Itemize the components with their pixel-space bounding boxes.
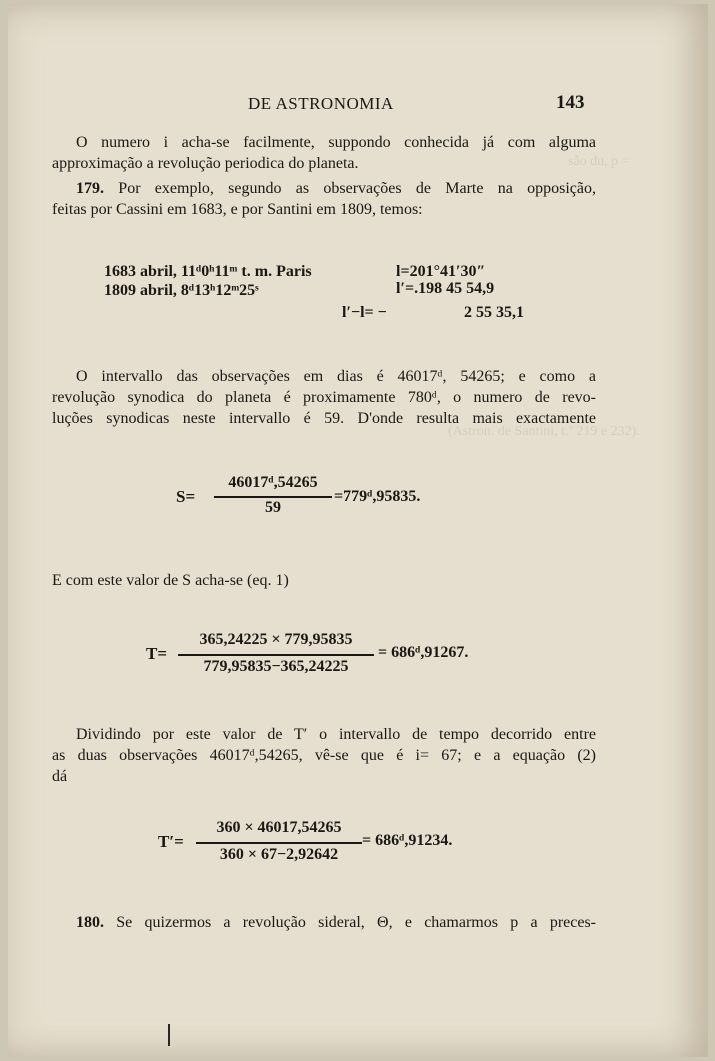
section-number: 180. [76, 914, 104, 931]
obs-row2-date: 1809 abril, 8ᵈ13ʰ12ᵐ25ˢ [104, 282, 259, 299]
text-line: luções synodicas neste intervallo é 59. D'onde resulta mais exactamente [52, 410, 596, 427]
section-number: 179. [76, 180, 104, 197]
text-line: O numero i acha-se facilmente, suppondo conhecida já com alguma [76, 134, 596, 151]
eq-s-numerator: 46017ᵈ,54265 [228, 474, 318, 491]
text-line: O intervallo das observações em dias é 46017ᵈ, 54265; e como a [76, 368, 596, 385]
section-text: Por exemplo, segundo as observações de Marte na opposição, [118, 180, 597, 197]
eq-s-denominator: 59 [265, 499, 281, 516]
dividing-paragraph [52, 724, 596, 787]
eq-t2-denominator: 360 × 67−2,92642 [219, 846, 339, 863]
obs-row2-longitude: l′=.198 45 54,9 [396, 280, 495, 297]
eq-s-lhs: S= [176, 487, 196, 506]
text-line: Dividindo por este valor de T′ o intervallo de tempo decorrido entre [76, 726, 596, 743]
eq-t2-lhs: T′= [158, 832, 184, 851]
section-text: Se quizermos a revolução sideral, Θ, e chamarmos p a preces- [116, 914, 597, 931]
text-line: feitas por Cassini em 1683, e por Santini em 1809, temos: [52, 201, 423, 218]
book-page [8, 4, 708, 1057]
eq-t2-result: = 686ᵈ,91234. [362, 832, 453, 849]
text-line: E com este valor de S acha-se (eq. 1) [52, 572, 289, 589]
intro-paragraph [52, 132, 596, 174]
text-line: revolução synodica do planeta é proximamente 780ᵈ, o numero de revo- [52, 389, 596, 406]
fraction-bar [178, 654, 374, 656]
eq-t-lhs: T= [146, 644, 168, 663]
eq-t-numerator: 365,24225 × 779,95835 [199, 631, 353, 648]
text-line: dá [52, 768, 68, 785]
eq-t2-numerator: 360 × 46017,54265 [216, 819, 342, 836]
bleed-through-text: são du, p = [568, 154, 630, 169]
page-number: 143 [556, 92, 585, 113]
eq-t-denominator: 779,95835−365,24225 [203, 658, 349, 675]
fraction-bar [214, 496, 332, 498]
obs-difference-value: 2 55 35,1 [464, 304, 524, 321]
eq-s-result: =779ᵈ,95835. [334, 488, 421, 505]
fraction-bar [196, 842, 362, 844]
text-line [52, 178, 596, 199]
section-180 [52, 912, 596, 933]
obs-row1-longitude: l=201°41′30″ [396, 263, 486, 280]
eq-t-result: = 686ᵈ,91267. [378, 644, 469, 661]
obs-difference-label: l′−l= − [342, 304, 387, 321]
bleed-through-text: (Astron. de Santini, t.º 219 e 232). [448, 424, 640, 439]
running-header: DE ASTRONOMIA [248, 94, 394, 113]
obs-row1-date: 1683 abril, 11ᵈ0ʰ11ᵐ t. m. Paris [104, 263, 312, 280]
with-s-paragraph [52, 570, 596, 591]
text-line [52, 912, 596, 933]
interval-paragraph [52, 366, 596, 429]
text-line: approximação a revolução periodica do planeta. [52, 155, 359, 172]
section-179 [52, 178, 596, 220]
text-line: as duas observações 46017ᵈ,54265, vê-se que é i= 67; e a equação (2) [52, 747, 596, 764]
ink-mark [168, 1024, 170, 1046]
